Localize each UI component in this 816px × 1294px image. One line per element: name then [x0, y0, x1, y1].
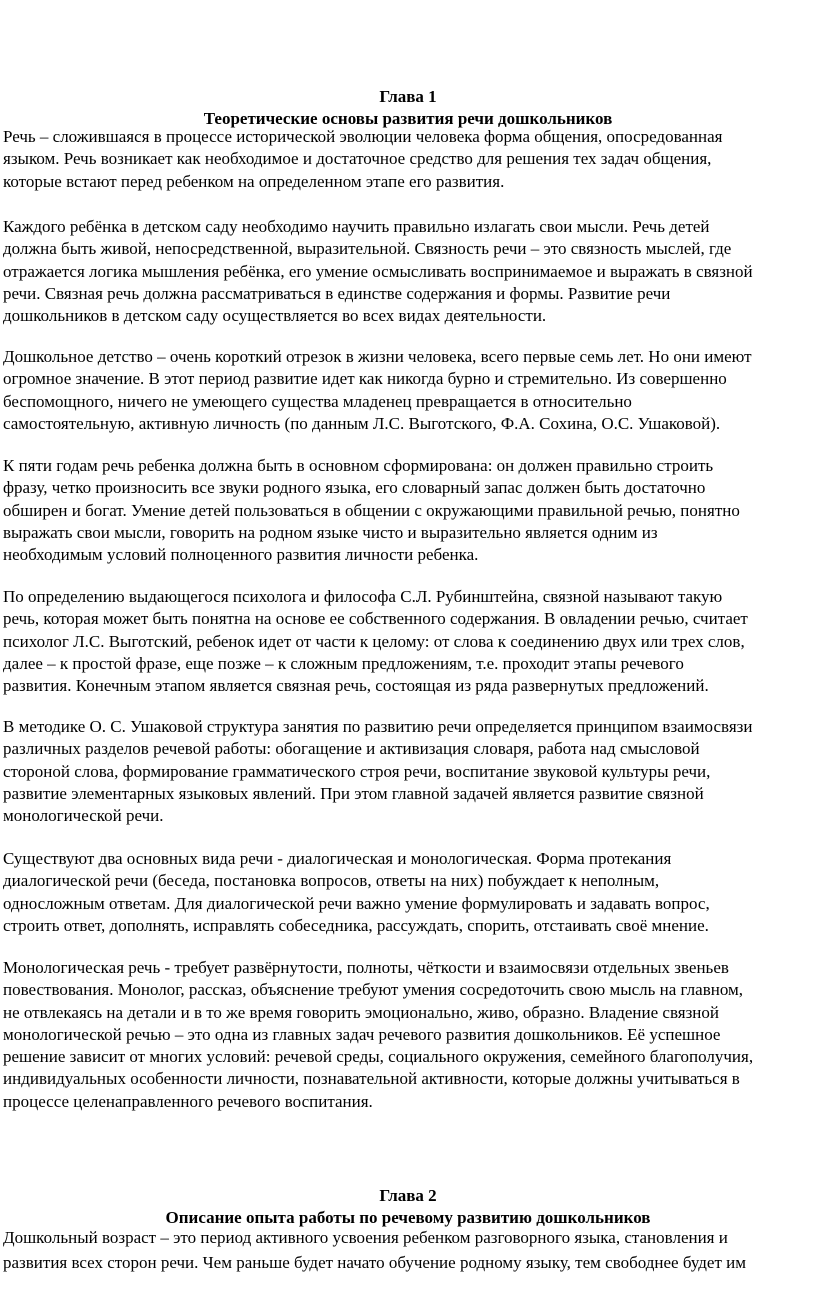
paragraph-8: [3, 957, 815, 1113]
paragraph-line: которые встают перед ребенком на определенном этапе его развития.: [3, 171, 505, 191]
paragraph-9: [3, 1225, 815, 1275]
paragraph-line: Монологическая речь - требует развёрнутости, полноты, чёткости и взаимосвязи отдельных звеньев: [3, 958, 729, 977]
paragraph-line: психолог Л.С. Выготский, ребенок идет от части к целому: от слова к соединению двух или трех слов,: [3, 631, 745, 651]
paragraph-line: выражать свои мысли, говорить на родном языке чисто и выразительно является одним из: [3, 522, 658, 542]
paragraph-line: Существуют два основных вида речи - диалогическая и монологическая. Форма протекания: [3, 849, 672, 868]
paragraph-line: В методике О. С. Ушаковой структура занятия по развитию речи определяется принципом взаимосвязи: [3, 717, 753, 736]
paragraph-line: повествования. Монолог, рассказ, объяснение требуют умения сосредоточить свою мысль на главном,: [3, 980, 744, 1000]
paragraph-line: процессе целенаправленного речевого воспитания.: [3, 1091, 373, 1111]
paragraph-line: строить ответ, дополнять, исправлять собеседника, рассуждать, спорить, отстаивать своё мнение.: [3, 915, 709, 935]
paragraph-line: К пяти годам речь ребенка должна быть в основном сформирована: он должен правильно строить: [3, 456, 714, 475]
paragraph-line: должна быть живой, непосредственной, выразительной. Связность речи – это связность мыслей, где: [3, 239, 732, 259]
paragraph-3: [3, 346, 815, 435]
paragraph-line: Каждого ребёнка в детском саду необходимо научить правильно излагать свои мысли. Речь детей: [3, 217, 710, 236]
paragraph-line: Дошкольный возраст – это период активного усвоения ребенком разговорного языка, становления и: [3, 1228, 728, 1247]
paragraph-line: стороной слова, формирование грамматического строя речи, воспитание звуковой культуры речи,: [3, 761, 711, 781]
paragraph-line: отражается логика мышления ребёнка, его умение осмысливать воспринимаемое и выражать в связной: [3, 261, 753, 281]
paragraph-2: [3, 216, 815, 327]
paragraph-line: решение зависит от многих условий: речевой среды, социального окружения, семейного благополучия,: [3, 1047, 754, 1067]
paragraph-line: развитие элементарных языковых явлений. При этом главной задачей является развитие связной: [3, 783, 704, 803]
paragraph-5: [3, 586, 815, 697]
paragraph-line: речь, которая может быть понятна на основе ее собственного содержания. В овладении речью, считает: [3, 609, 748, 629]
paragraph-line: обширен и богат. Умение детей пользоваться в общении с окружающими правильной речью, понятно: [3, 500, 740, 520]
paragraph-line: речи. Связная речь должна рассматриваться в единстве содержания и формы. Развитие речи: [3, 283, 671, 303]
paragraph-6: [3, 716, 815, 827]
paragraph-line: различных разделов речевой работы: обогащение и активизация словаря, работа над смысловой: [3, 739, 700, 759]
paragraph-line: монологической речи.: [3, 806, 164, 826]
paragraph-line: односложным ответам. Для диалогической речи важно умение формулировать и задавать вопрос,: [3, 893, 710, 913]
chapter-1-heading: [0, 86, 816, 130]
paragraph-line: монологической речью – это одна из главных задач речевого развития дошкольников. Её успешное: [3, 1024, 721, 1044]
paragraph-line: не отвлекаясь на детали и в то же время говорить эмоционально, живо, образно. Владение связной: [3, 1002, 720, 1022]
paragraph-line: огромное значение. В этот период развитие идет как никогда бурно и стремительно. Из совершенно: [3, 369, 727, 389]
paragraph-line: необходимым условий полноценного развития личности ребенка.: [3, 545, 479, 565]
paragraph-line: индивидуальных особенности личности, познавательной активности, которые должны учитываться в: [3, 1069, 740, 1089]
chapter-2-heading: [0, 1185, 816, 1229]
chapter-2-title: Описание опыта работы по речевому развитию дошкольников: [165, 1208, 651, 1227]
paragraph-line: развития всех сторон речи. Чем раньше будет начато обучение родному языку, тем свободнее будет им: [3, 1253, 747, 1272]
chapter-1-title: Теоретические основы развития речи дошкольников: [203, 109, 613, 128]
paragraph-line: фразу, четко произносить все звуки родного языка, его словарный запас должен быть достаточно: [3, 478, 706, 498]
paragraph-line: развития. Конечным этапом является связная речь, состоящая из ряда развернутых предложений.: [3, 676, 709, 696]
paragraph-line: дошкольников в детском саду осуществляется во всех видах деятельности.: [3, 306, 547, 326]
paragraph-line: далее – к простой фразе, еще позже – к сложным предложениям, т.е. проходит этапы речевого: [3, 653, 684, 673]
chapter-2-number: Глава 2: [379, 1186, 437, 1205]
paragraph-line: беспомощного, ничего не умеющего существа младенец превращается в относительно: [3, 391, 632, 411]
paragraph-4: [3, 455, 815, 566]
paragraph-line: Дошкольное детство – очень короткий отрезок в жизни человека, всего первые семь лет. Но они имеют: [3, 347, 752, 366]
paragraph-line: диалогической речи (беседа, постановка вопросов, ответы на них) побуждает к неполным,: [3, 871, 660, 891]
paragraph-1: [3, 126, 815, 193]
paragraph-line: самостоятельную, активную личность (по данным Л.С. Выготского, Ф.А. Сохина, О.С. Ушаковой).: [3, 413, 721, 433]
chapter-1-number: Глава 1: [379, 87, 437, 106]
paragraph-line: Речь – сложившаяся в процессе исторической эволюции человека форма общения, опосредованная: [3, 127, 723, 146]
paragraph-line: По определению выдающегося психолога и философа С.Л. Рубинштейна, связной называют такую: [3, 587, 723, 606]
paragraph-7: [3, 848, 815, 937]
paragraph-line: языком. Речь возникает как необходимое и достаточное средство для решения тех задач общения,: [3, 149, 712, 169]
